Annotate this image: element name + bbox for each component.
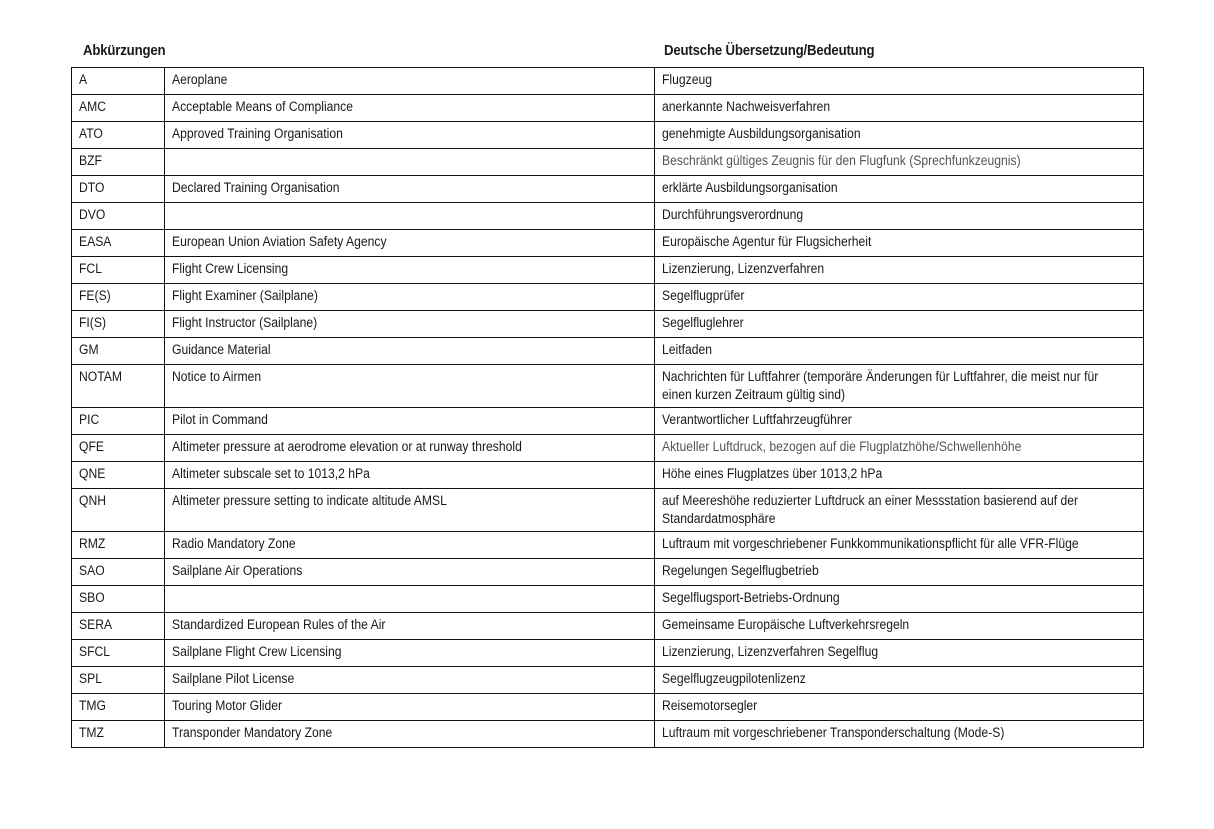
abbr-cell: DVO	[72, 203, 165, 230]
abbr-cell: SAO	[72, 559, 165, 586]
abbr-cell: NOTAM	[72, 365, 165, 408]
english-cell: Aeroplane	[165, 68, 655, 95]
abbr-cell: FCL	[72, 257, 165, 284]
abbr-cell: QFE	[72, 435, 165, 462]
abbr-cell: ATO	[72, 122, 165, 149]
table-row	[72, 559, 1144, 586]
table-row	[72, 230, 1144, 257]
german-cell: auf Meereshöhe reduzierter Luftdruck an einer Messstation basierend auf der Standardatmosphäre	[655, 489, 1144, 532]
table-row	[72, 338, 1144, 365]
column-header-abbreviations: Abkürzungen	[83, 42, 166, 59]
german-cell: Luftraum mit vorgeschriebener Transponderschaltung (Mode-S)	[655, 721, 1144, 748]
abbr-cell: BZF	[72, 149, 165, 176]
abbr-cell: FE(S)	[72, 284, 165, 311]
table-row	[72, 122, 1144, 149]
german-cell: Lizenzierung, Lizenzverfahren Segelflug	[655, 640, 1144, 667]
abbr-cell: SERA	[72, 613, 165, 640]
english-cell: Touring Motor Glider	[165, 694, 655, 721]
table-row	[72, 311, 1144, 338]
abbr-cell: EASA	[72, 230, 165, 257]
english-cell	[165, 149, 655, 176]
english-cell: European Union Aviation Safety Agency	[165, 230, 655, 257]
german-cell: Segelflugsport-Betriebs-Ordnung	[655, 586, 1144, 613]
german-cell: Verantwortlicher Luftfahrzeugführer	[655, 408, 1144, 435]
english-cell	[165, 203, 655, 230]
english-cell: Altimeter subscale set to 1013,2 hPa	[165, 462, 655, 489]
table-row	[72, 68, 1144, 95]
abbr-cell: RMZ	[72, 532, 165, 559]
abbr-cell: QNE	[72, 462, 165, 489]
abbr-cell: A	[72, 68, 165, 95]
english-cell: Acceptable Means of Compliance	[165, 95, 655, 122]
abbr-cell: AMC	[72, 95, 165, 122]
table-row	[72, 694, 1144, 721]
table-row	[72, 284, 1144, 311]
table-row	[72, 489, 1144, 532]
german-cell: Leitfaden	[655, 338, 1144, 365]
english-cell: Flight Instructor (Sailplane)	[165, 311, 655, 338]
german-cell: Gemeinsame Europäische Luftverkehrsregeln	[655, 613, 1144, 640]
english-cell: Approved Training Organisation	[165, 122, 655, 149]
table-row	[72, 408, 1144, 435]
english-cell: Sailplane Air Operations	[165, 559, 655, 586]
table-row	[72, 149, 1144, 176]
table-row	[72, 176, 1144, 203]
german-cell: Flugzeug	[655, 68, 1144, 95]
german-cell: Beschränkt gültiges Zeugnis für den Flugfunk (Sprechfunkzeugnis)	[655, 149, 1144, 176]
german-cell: Aktueller Luftdruck, bezogen auf die Flugplatzhöhe/Schwellenhöhe	[655, 435, 1144, 462]
abbr-cell: PIC	[72, 408, 165, 435]
german-cell: Höhe eines Flugplatzes über 1013,2 hPa	[655, 462, 1144, 489]
abbr-cell: TMZ	[72, 721, 165, 748]
german-cell: anerkannte Nachweisverfahren	[655, 95, 1144, 122]
german-cell: Durchführungsverordnung	[655, 203, 1144, 230]
table-row	[72, 435, 1144, 462]
column-header-german-translation: Deutsche Übersetzung/Bedeutung	[664, 42, 875, 59]
abbr-cell: SPL	[72, 667, 165, 694]
abbr-cell: TMG	[72, 694, 165, 721]
abbr-cell: FI(S)	[72, 311, 165, 338]
english-cell: Declared Training Organisation	[165, 176, 655, 203]
german-cell: genehmigte Ausbildungsorganisation	[655, 122, 1144, 149]
english-cell	[165, 586, 655, 613]
german-cell: Regelungen Segelflugbetrieb	[655, 559, 1144, 586]
abbr-cell: SBO	[72, 586, 165, 613]
german-cell: Europäische Agentur für Flugsicherheit	[655, 230, 1144, 257]
german-cell: erklärte Ausbildungsorganisation	[655, 176, 1144, 203]
table-row	[72, 203, 1144, 230]
english-cell: Altimeter pressure setting to indicate altitude AMSL	[165, 489, 655, 532]
english-cell: Flight Examiner (Sailplane)	[165, 284, 655, 311]
english-cell: Transponder Mandatory Zone	[165, 721, 655, 748]
table-row	[72, 532, 1144, 559]
english-cell: Guidance Material	[165, 338, 655, 365]
german-cell: Nachrichten für Luftfahrer (temporäre Änderungen für Luftfahrer, die meist nur für einen kurzen Zeitraum gültig sind)	[655, 365, 1144, 408]
english-cell: Standardized European Rules of the Air	[165, 613, 655, 640]
table-row	[72, 95, 1144, 122]
abbr-cell: GM	[72, 338, 165, 365]
german-cell: Lizenzierung, Lizenzverfahren	[655, 257, 1144, 284]
table-row	[72, 721, 1144, 748]
english-cell: Radio Mandatory Zone	[165, 532, 655, 559]
table-row	[72, 365, 1144, 408]
abbr-cell: QNH	[72, 489, 165, 532]
table-row	[72, 257, 1144, 284]
german-cell: Segelflugzeugpilotenlizenz	[655, 667, 1144, 694]
abbr-cell: SFCL	[72, 640, 165, 667]
english-cell: Notice to Airmen	[165, 365, 655, 408]
abbreviations-table	[71, 67, 1144, 748]
table-row	[72, 586, 1144, 613]
abbr-cell: DTO	[72, 176, 165, 203]
english-cell: Sailplane Flight Crew Licensing	[165, 640, 655, 667]
german-cell: Segelfluglehrer	[655, 311, 1144, 338]
german-cell: Segelflugprüfer	[655, 284, 1144, 311]
english-cell: Flight Crew Licensing	[165, 257, 655, 284]
table-row	[72, 613, 1144, 640]
table-row	[72, 667, 1144, 694]
table-row	[72, 462, 1144, 489]
english-cell: Pilot in Command	[165, 408, 655, 435]
german-cell: Luftraum mit vorgeschriebener Funkkommunikationspflicht für alle VFR-Flüge	[655, 532, 1144, 559]
german-cell: Reisemotorsegler	[655, 694, 1144, 721]
english-cell: Altimeter pressure at aerodrome elevation or at runway threshold	[165, 435, 655, 462]
english-cell: Sailplane Pilot License	[165, 667, 655, 694]
table-row	[72, 640, 1144, 667]
